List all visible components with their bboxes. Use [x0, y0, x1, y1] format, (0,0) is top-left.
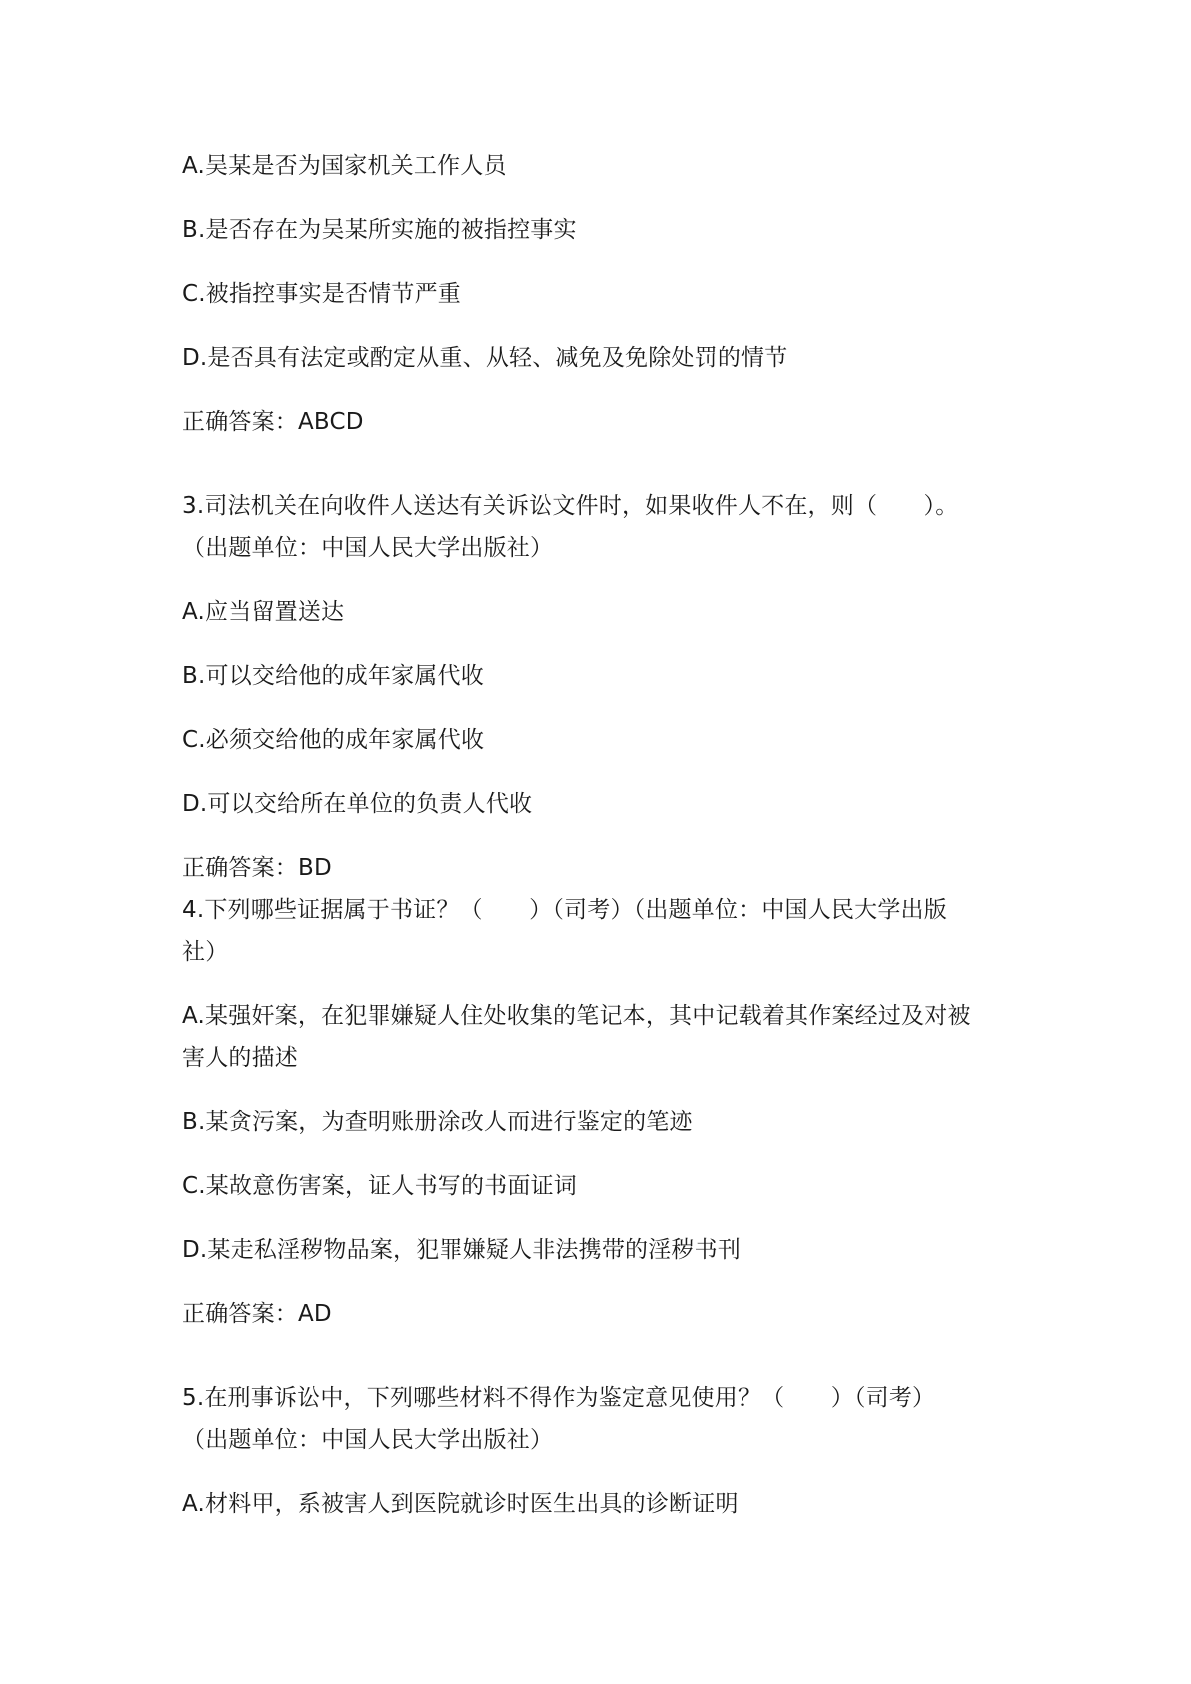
- q2-option-a: A.吴某是否为国家机关工作人员: [182, 153, 507, 179]
- q3-option-b: B.可以交给他的成年家属代收: [182, 663, 484, 689]
- q2-answer: 正确答案：ABCD: [182, 409, 364, 435]
- q3-option-d: D.可以交给所在单位的负责人代收: [182, 791, 533, 817]
- q3-question: 3.司法机关在向收件人送达有关诉讼文件时，如果收件人不在，则（ ）。: [182, 493, 959, 519]
- q4-option-b: B.某贪污案，为查明账册涂改人而进行鉴定的笔迹: [182, 1109, 693, 1135]
- q4-answer: 正确答案：AD: [182, 1301, 332, 1327]
- q4-question-cont: 社）: [182, 939, 229, 965]
- q4-option-a-cont: 害人的描述: [182, 1045, 298, 1071]
- q2-option-b: B.是否存在为吴某所实施的被指控事实: [182, 217, 577, 243]
- q4-question: 4.下列哪些证据属于书证？（ ）（司考）（出题单位：中国人民大学出版: [182, 897, 947, 923]
- q5-option-a: A.材料甲，系被害人到医院就诊时医生出具的诊断证明: [182, 1491, 739, 1517]
- q4-option-c: C.某故意伤害案，证人书写的书面证词: [182, 1173, 577, 1199]
- q2-option-c: C.被指控事实是否情节严重: [182, 281, 461, 307]
- q3-option-a: A.应当留置送达: [182, 599, 345, 625]
- q3-option-c: C.必须交给他的成年家属代收: [182, 727, 485, 753]
- q5-source: （出题单位：中国人民大学出版社）: [182, 1427, 554, 1453]
- q4-option-a: A.某强奸案，在犯罪嫌疑人住处收集的笔记本，其中记载着其作案经过及对被: [182, 1003, 971, 1029]
- q4-option-d: D.某走私淫秽物品案，犯罪嫌疑人非法携带的淫秽书刊: [182, 1237, 742, 1263]
- q3-answer: 正确答案：BD: [182, 855, 332, 881]
- q3-source: （出题单位：中国人民大学出版社）: [182, 535, 554, 561]
- q2-option-d: D.是否具有法定或酌定从重、从轻、减免及免除处罚的情节: [182, 345, 788, 371]
- q5-question: 5.在刑事诉讼中，下列哪些材料不得作为鉴定意见使用？（ ）（司考）: [182, 1385, 936, 1411]
